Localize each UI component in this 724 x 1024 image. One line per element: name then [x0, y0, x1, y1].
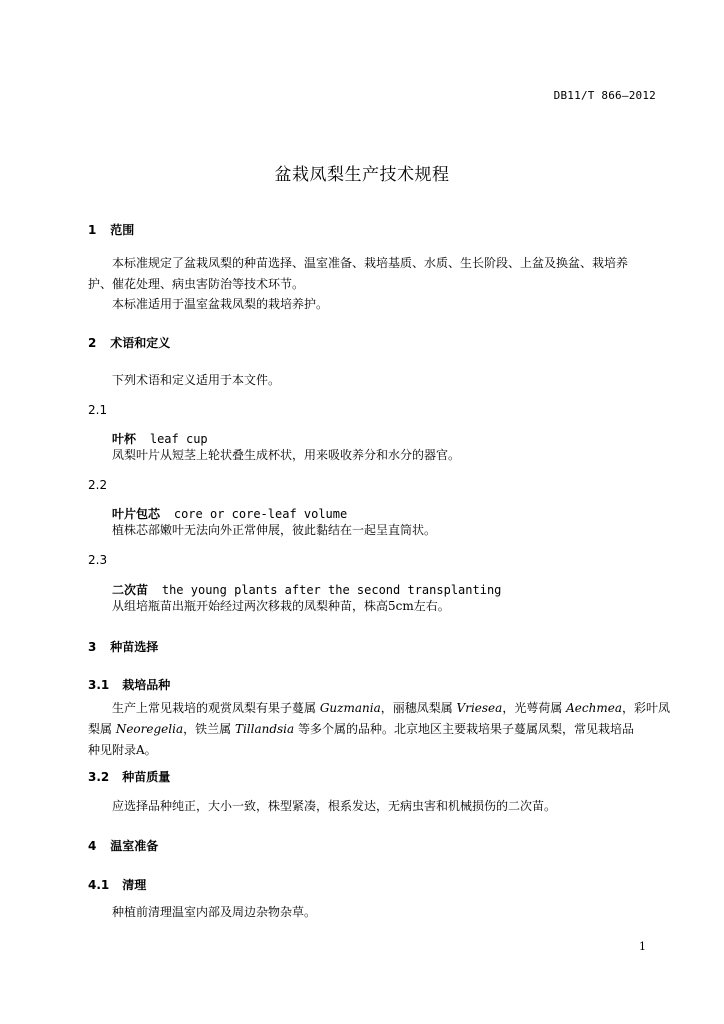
text-run: ，铁兰属	[183, 722, 235, 736]
subsection-title: 种苗质量	[122, 770, 171, 784]
subsection-title: 栽培品种	[122, 678, 171, 692]
paragraph-line: 种见附录A。	[88, 743, 157, 757]
genus-name: Neoregelia	[115, 722, 184, 736]
subsection-number: 3.1	[88, 678, 110, 692]
document-title: 盆栽凤梨生产技术规程	[274, 165, 450, 185]
section-number: 1	[88, 223, 97, 237]
section-title: 术语和定义	[110, 336, 171, 350]
section-number: 2	[88, 336, 97, 350]
genus-name: Vriesea	[456, 701, 503, 715]
paragraph-line	[88, 719, 634, 740]
paragraph: 应选择品种纯正，大小一致，株型紧凑，根系发达，无病虫害和机械损伤的二次苗。	[112, 799, 557, 813]
section-2-heading	[88, 334, 170, 351]
text-run: ，彩叶凤	[622, 701, 671, 715]
text-run: 梨属	[88, 722, 116, 736]
paragraph-line: 护、催花处理、病虫害防治等技术环节。	[88, 277, 305, 291]
section-title: 范围	[110, 223, 135, 237]
paragraph-line	[112, 698, 670, 719]
subsection-4-1-heading	[88, 876, 146, 893]
term-chinese: 二次苗	[112, 583, 149, 597]
term-number: 2.3	[88, 553, 108, 567]
section-1-heading	[88, 221, 134, 238]
term-definition: 凤梨叶片从短茎上轮状叠生成杯状，用来吸收养分和水分的器官。	[112, 448, 461, 462]
standard-number: DB11/T 866—2012	[553, 89, 656, 102]
section-4-heading	[88, 837, 158, 854]
section-title: 种苗选择	[110, 640, 159, 654]
text-run: 等多个属的品种。北京地区主要栽培果子蔓属凤梨，常见栽培品	[294, 722, 634, 736]
section-title: 温室准备	[110, 839, 159, 853]
paragraph: 本标准适用于温室盆栽凤梨的栽培养护。	[112, 297, 329, 311]
term-chinese: 叶片包芯	[112, 507, 161, 521]
subsection-3-2-heading	[88, 768, 170, 785]
text-run: 生产上常见栽培的观赏凤梨有果子蔓属	[112, 701, 320, 715]
text-run: ，丽穗凤梨属	[380, 701, 457, 715]
section-number: 4	[88, 839, 97, 853]
paragraph-line: 本标准规定了盆栽凤梨的种苗选择、温室准备、栽培基质、水质、生长阶段、上盆及换盆、栽培养	[112, 256, 629, 270]
term-definition: 植株芯部嫩叶无法向外正常伸展，彼此黏结在一起呈直筒状。	[112, 523, 437, 537]
subsection-title: 清理	[122, 878, 147, 892]
genus-name: Tillandsia	[234, 722, 295, 736]
section-3-heading	[88, 638, 158, 655]
term-english: leaf cup	[149, 432, 208, 446]
subsection-number: 3.2	[88, 770, 110, 784]
genus-name: Guzmania	[319, 701, 381, 715]
paragraph: 下列术语和定义适用于本文件。	[112, 373, 281, 387]
subsection-number: 4.1	[88, 878, 110, 892]
term-number: 2.1	[88, 403, 108, 417]
term-chinese: 叶杯	[112, 432, 137, 446]
section-number: 3	[88, 640, 97, 654]
subsection-3-1-heading	[88, 676, 170, 693]
paragraph: 种植前清理温室内部及周边杂物杂草。	[112, 905, 317, 919]
term-number: 2.2	[88, 478, 108, 492]
term-definition: 从组培瓶苗出瓶开始经过两次移栽的凤梨种苗，株高5cm左右。	[112, 599, 450, 613]
term-english: core or core-leaf volume	[173, 507, 348, 521]
term-english: the young plants after the second transplanting	[161, 583, 502, 597]
page-number: 1	[639, 940, 646, 953]
text-run: ，光萼荷属	[502, 701, 567, 715]
genus-name: Aechmea	[566, 701, 622, 715]
